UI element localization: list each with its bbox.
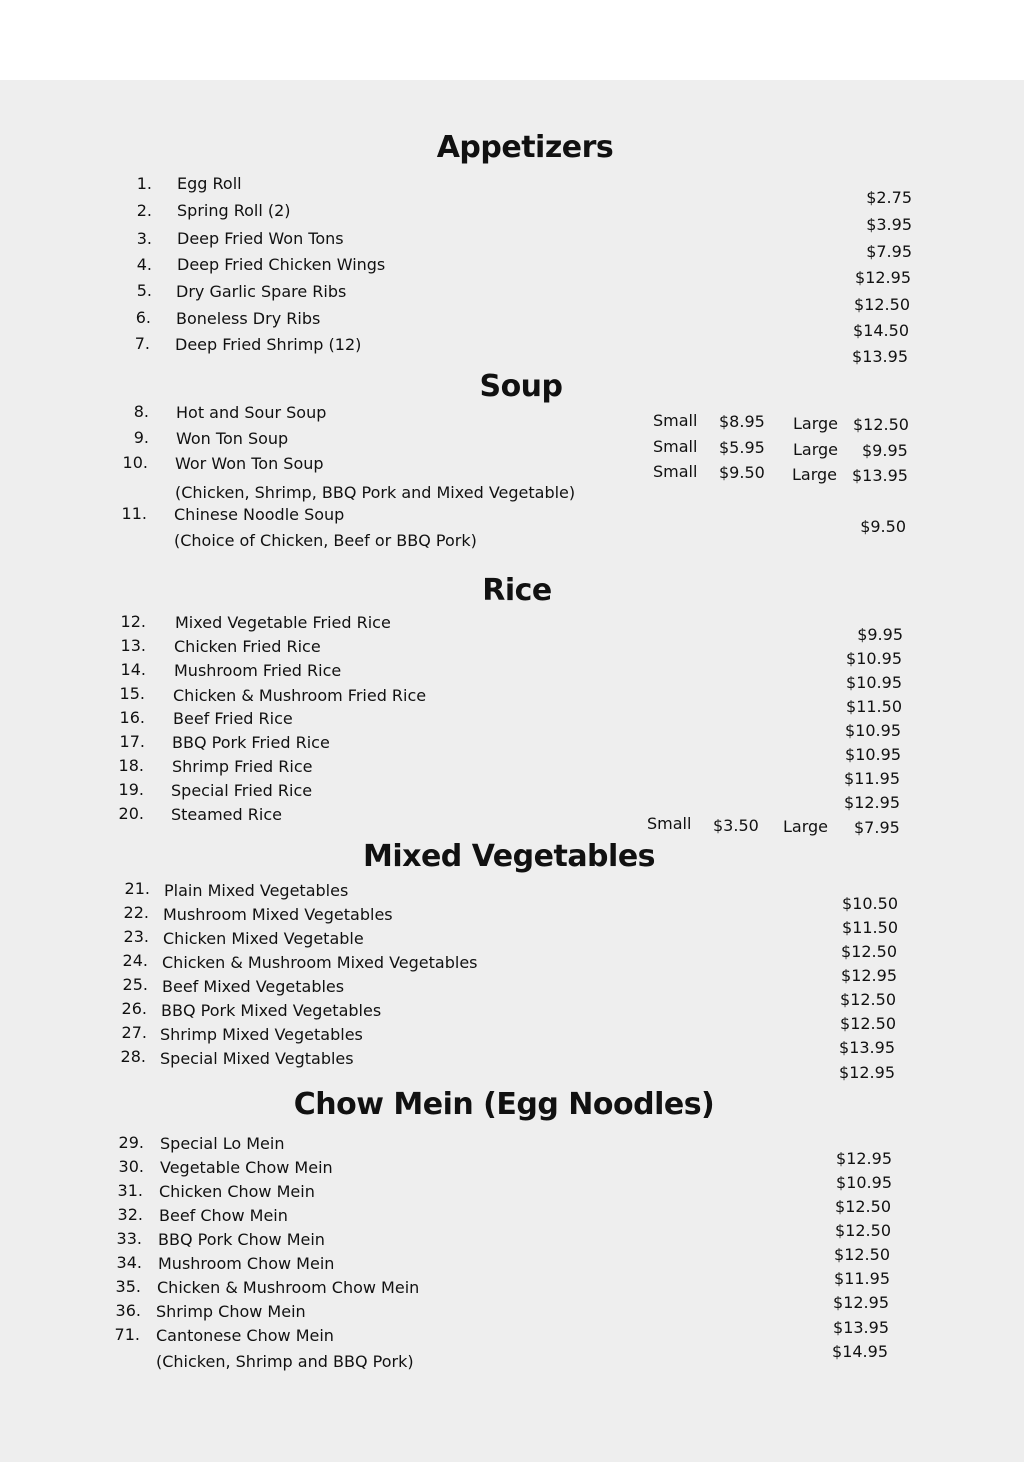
item-name: Spring Roll (2) [177,201,291,220]
section-title-rice: Rice [482,573,552,608]
item-number: 18. [118,756,144,775]
item-price: $10.95 [845,745,901,764]
item-name: Special Mixed Vegtables [160,1049,354,1068]
item-number: 8. [133,402,149,421]
price-large: $12.50 [853,415,909,434]
item-name: Hot and Sour Soup [176,403,327,422]
item-price: $2.75 [866,188,912,207]
item-price: $12.50 [835,1221,891,1240]
size-label-large: Large [793,414,839,433]
item-number: 2. [136,201,152,220]
item-number: 20. [118,804,144,823]
item-number: 25. [122,975,148,994]
item-number: 71. [114,1325,140,1344]
item-price: $12.95 [839,1063,895,1082]
item-number: 1. [136,174,152,193]
item-name: Dry Garlic Spare Ribs [176,282,347,301]
item-price: $12.95 [833,1293,889,1312]
item-name: Special Fried Rice [171,781,313,800]
item-price: $3.95 [866,215,912,234]
section-title-appetizers: Appetizers [436,130,614,165]
item-number: 35. [115,1277,141,1296]
section-title-mixed-vegetables: Mixed Vegetables [362,839,656,874]
item-name: Shrimp Fried Rice [172,757,313,776]
size-label-large: Large [783,817,829,836]
price-large: $7.95 [854,818,900,837]
item-price: $12.50 [834,1245,890,1264]
item-number: 24. [122,951,148,970]
item-number: 27. [121,1023,147,1042]
item-number: 36. [115,1301,141,1320]
item-price: $11.95 [834,1269,890,1288]
size-label-small: Small [653,411,698,430]
size-label-large: Large [793,440,839,459]
section-title-chow-mein: Chow Mein (Egg Noodles) [293,1087,715,1122]
item-name: BBQ Pork Mixed Vegetables [161,1001,382,1020]
item-number: 26. [121,999,147,1018]
item-price: $12.95 [855,268,911,287]
item-name: Chicken & Mushroom Fried Rice [173,686,427,705]
item-price: $12.95 [836,1149,892,1168]
item-name: Deep Fried Won Tons [177,229,344,248]
item-price: $12.50 [841,942,897,961]
item-price: $14.50 [853,321,909,340]
item-number: 21. [124,879,150,898]
item-number: 11. [121,504,147,523]
size-label-small: Small [647,814,692,833]
item-name: Won Ton Soup [176,429,289,448]
item-number: 23. [123,927,149,946]
item-price: $7.95 [866,242,912,261]
price-large: $9.95 [862,441,908,460]
item-name: Boneless Dry Ribs [176,309,321,328]
item-price: $10.95 [846,673,902,692]
item-number: 14. [120,660,146,679]
item-number: 9. [133,428,149,447]
price-small: $3.50 [713,816,759,835]
item-number: 10. [122,453,148,472]
item-number: 13. [120,636,146,655]
item-number: 17. [119,732,145,751]
item-name: Mushroom Chow Mein [158,1254,335,1273]
item-price: $12.50 [854,295,910,314]
item-name: Mixed Vegetable Fried Rice [175,613,391,632]
size-label-large: Large [792,465,838,484]
item-price: $13.95 [833,1318,889,1337]
item-name: Wor Won Ton Soup [175,454,324,473]
item-price: $11.95 [844,769,900,788]
item-note: (Chicken, Shrimp, BBQ Pork and Mixed Vegetable) [175,483,576,502]
item-number: 31. [117,1181,143,1200]
item-name: Beef Mixed Vegetables [162,977,345,996]
item-price: $12.95 [844,793,900,812]
item-name: BBQ Pork Fried Rice [172,733,330,752]
item-number: 15. [119,684,145,703]
item-price: $14.95 [832,1342,888,1361]
item-number: 33. [116,1229,142,1248]
item-number: 12. [120,612,146,631]
item-name: Steamed Rice [171,805,282,824]
item-name: Egg Roll [177,174,242,193]
item-name: Deep Fried Chicken Wings [177,255,386,274]
item-name: Mushroom Fried Rice [174,661,342,680]
item-name: Chicken & Mushroom Mixed Vegetables [162,953,478,972]
item-number: 19. [118,780,144,799]
item-price: $11.50 [842,918,898,937]
item-number: 6. [135,308,151,327]
item-name: Deep Fried Shrimp (12) [175,335,362,354]
size-label-small: Small [653,437,698,456]
item-name: Mushroom Mixed Vegetables [163,905,393,924]
item-price: $13.95 [839,1038,895,1057]
item-number: 4. [136,255,152,274]
item-name: BBQ Pork Chow Mein [158,1230,325,1249]
item-name: Beef Chow Mein [159,1206,288,1225]
item-price: $10.50 [842,894,898,913]
item-number: 3. [136,229,152,248]
item-number: 29. [118,1133,144,1152]
section-title-soup: Soup [479,369,563,404]
item-note: (Chicken, Shrimp and BBQ Pork) [156,1352,414,1371]
item-price: $12.50 [835,1197,891,1216]
item-name: Vegetable Chow Mein [160,1158,333,1177]
item-price: $9.50 [860,517,906,536]
item-name: Chicken Mixed Vegetable [163,929,364,948]
item-number: 34. [116,1253,142,1272]
price-small: $5.95 [719,438,765,457]
item-name: Chicken & Mushroom Chow Mein [157,1278,420,1297]
item-number: 32. [117,1205,143,1224]
item-name: Shrimp Mixed Vegetables [160,1025,363,1044]
item-name: Shrimp Chow Mein [156,1302,306,1321]
item-number: 28. [120,1047,146,1066]
item-price: $9.95 [857,625,903,644]
item-name: Cantonese Chow Mein [156,1326,334,1345]
item-note: (Choice of Chicken, Beef or BBQ Pork) [174,531,477,550]
item-price: $12.50 [840,1014,896,1033]
item-number: 30. [118,1157,144,1176]
item-price: $11.50 [846,697,902,716]
item-number: 5. [136,281,152,300]
item-price: $12.95 [841,966,897,985]
item-name: Plain Mixed Vegetables [164,881,349,900]
price-small: $9.50 [719,463,765,482]
item-price: $13.95 [852,347,908,366]
item-number: 7. [134,334,150,353]
item-name: Special Lo Mein [160,1134,285,1153]
item-price: $10.95 [846,649,902,668]
price-large: $13.95 [852,466,908,485]
item-number: 22. [123,903,149,922]
item-name: Chicken Chow Mein [159,1182,315,1201]
item-price: $12.50 [840,990,896,1009]
item-price: $10.95 [845,721,901,740]
item-name: Beef Fried Rice [173,709,293,728]
price-small: $8.95 [719,412,765,431]
item-name: Chicken Fried Rice [174,637,321,656]
item-name: Chinese Noodle Soup [174,505,345,524]
item-price: $10.95 [836,1173,892,1192]
item-number: 16. [119,708,145,727]
size-label-small: Small [653,462,698,481]
